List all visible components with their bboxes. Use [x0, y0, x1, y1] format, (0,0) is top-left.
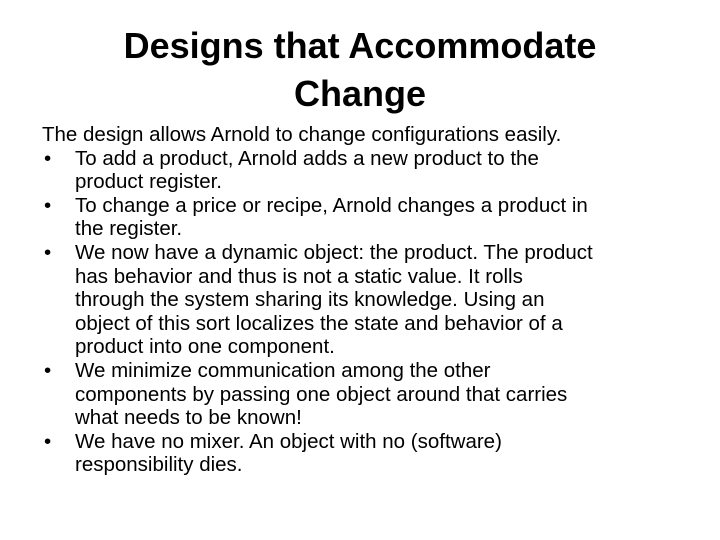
slide-title-line-2: Change: [293, 73, 426, 114]
bullet-icon: •: [44, 429, 52, 453]
bullet-line: through the system sharing its knowledge. Using an: [75, 288, 545, 312]
slide-title-line-1: Designs that Accommodate: [123, 25, 597, 66]
bullet-list: [42, 147, 702, 477]
bullet-line: product register.: [75, 170, 222, 194]
intro-text: The design allows Arnold to change configurations easily.: [42, 123, 562, 146]
bullet-line: components by passing one object around that carries: [75, 382, 568, 406]
bullet-dynamic-object: [42, 241, 702, 359]
bullet-line: responsibility dies.: [75, 453, 243, 477]
bullet-line: has behavior and thus is not a static value. It rolls: [75, 264, 523, 288]
bullet-line: what needs to be known!: [75, 406, 302, 430]
bullet-no-mixer: [42, 430, 702, 477]
bullet-line: To change a price or recipe, Arnold changes a product in: [75, 193, 588, 217]
bullet-line: the register.: [75, 217, 183, 241]
slide-body: [42, 123, 702, 477]
bullet-add-product: [42, 147, 702, 194]
bullet-line: object of this sort localizes the state and behavior of a: [75, 311, 563, 335]
bullet-line: We have no mixer. An object with no (software): [75, 429, 502, 453]
bullet-minimize-communication: [42, 359, 702, 430]
bullet-icon: •: [44, 193, 52, 217]
bullet-icon: •: [44, 146, 52, 170]
bullet-line: To add a product, Arnold adds a new product to the: [75, 146, 539, 170]
bullet-icon: •: [44, 358, 52, 382]
bullet-line: product into one component.: [75, 335, 335, 359]
bullet-line: We minimize communication among the other: [75, 358, 491, 382]
slide-title: [0, 22, 720, 118]
bullet-line: We now have a dynamic object: the product. The product: [75, 240, 593, 264]
bullet-change-price: [42, 194, 702, 241]
bullet-icon: •: [44, 240, 52, 264]
